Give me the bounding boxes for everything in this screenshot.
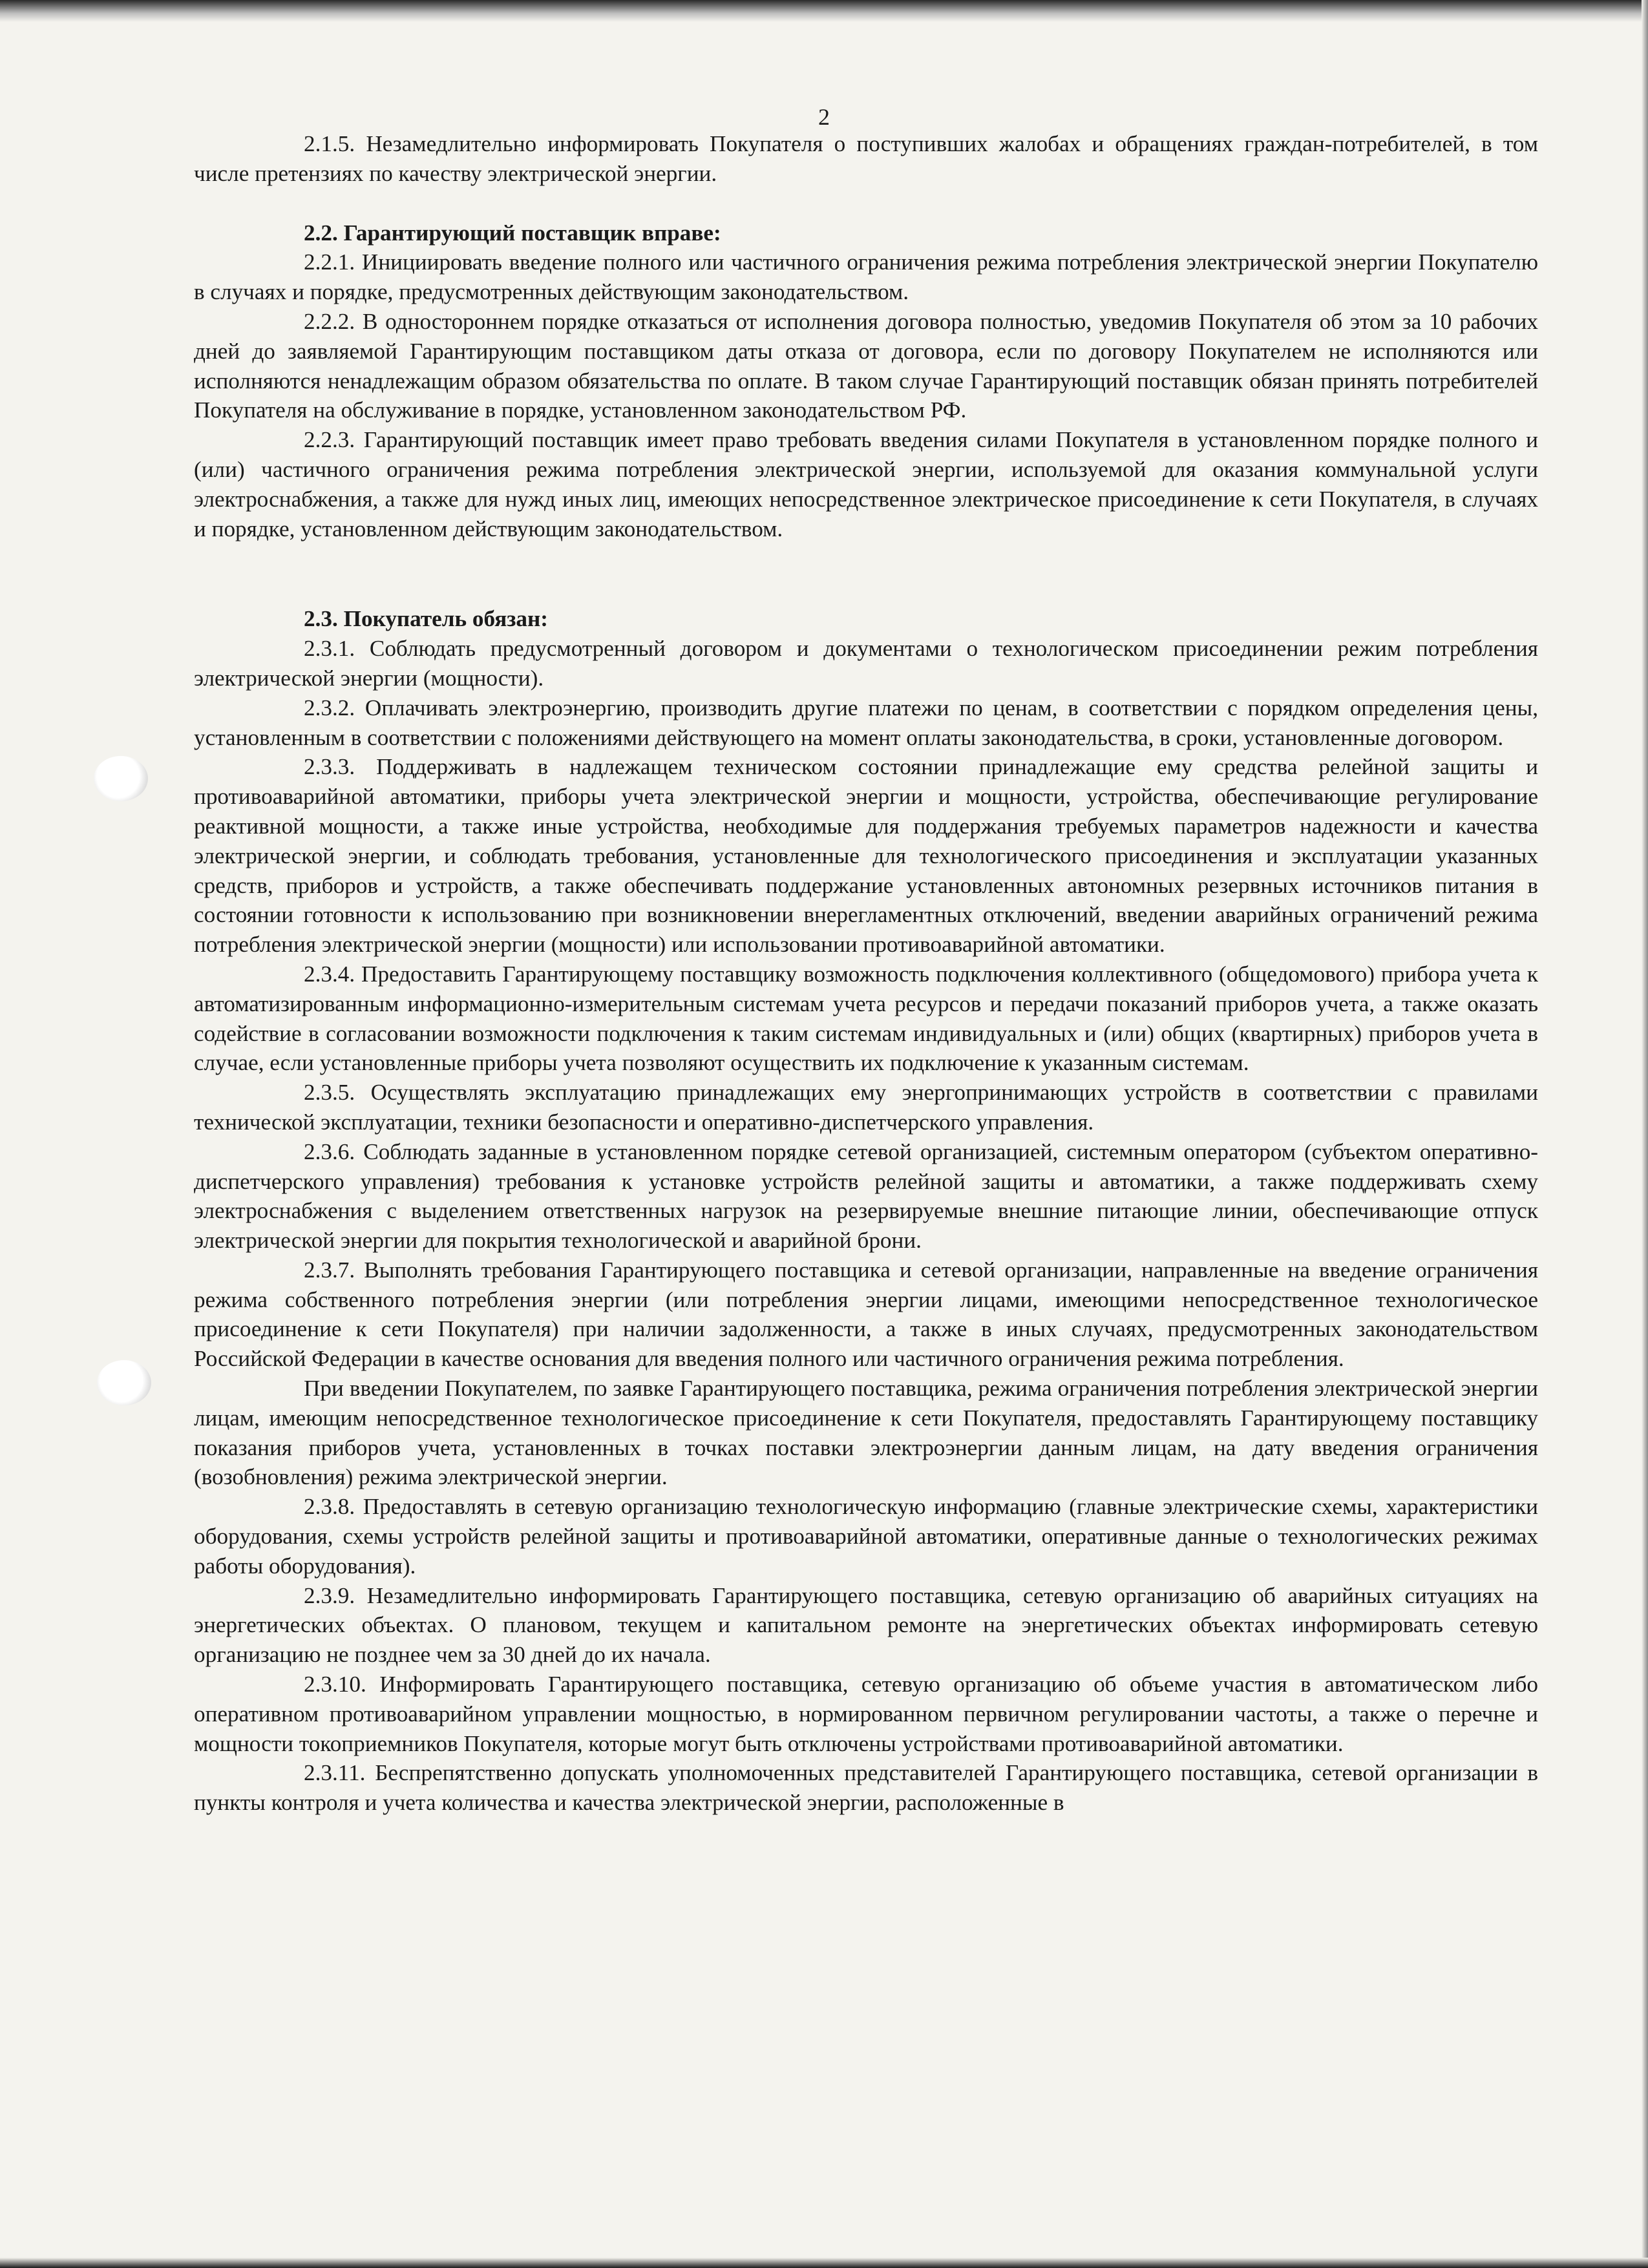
clause-2-3-8: 2.3.8. Предоставлять в сетевую организацию технологическую информацию (главные электрические схемы, характеристики оборудования, схемы устройств релейной защиты и противоаварийной автоматики, оперативные данные о технологических режимах работы оборудования).	[194, 1494, 1538, 1579]
clause-2-3-7-paragraph: При введении Покупателем, по заявке Гарантирующего поставщика, режима ограничения потребления электрической энергии лицам, имеющим непосредственное технологическое присоединение к сети Покупателя, предоставлять Гарантирующему поставщику показания приборов учета, установленных в точках поставки электроэнергии данным лицам, на дату введения ограничения (возобновления) режима электрической энергии.	[194, 1376, 1538, 1490]
punch-hole-top	[94, 756, 148, 801]
clause-2-2-1: 2.2.1. Инициировать введение полного или частичного ограничения режима потребления электрической энергии Покупателю в случаях и порядке, предусмотренных действующим законодательством.	[194, 249, 1538, 305]
clause-2-3-1: 2.3.1. Соблюдать предусмотренный договором и документами о технологическом присоединении режим потребления электрической энергии (мощности).	[194, 636, 1538, 691]
clause-2-3-2: 2.3.2. Оплачивать электроэнергию, производить другие платежи по ценам, в соответствии с порядком определения цены, установленным в соответствии с положениями действующего на момент оплаты законодательства, в сроки, установленные договором.	[194, 695, 1538, 750]
clause-2-3-7: 2.3.7. Выполнять требования Гарантирующего поставщика и сетевой организации, направленные на введение ограничения режима собственного потребления энергии (или потребления энергии лицами, имеющими непосредственное технологическое присоединение к сети Покупателя) при наличии задолженности, а также в иных случаях, предусмотренных законодательством Российской Федерации в качестве основания для введения полного или частичного ограничения режима потребления.	[194, 1257, 1538, 1372]
scan-edge-top	[0, 0, 1648, 22]
scan-edge-right	[1642, 0, 1648, 2268]
clause-2-3-10: 2.3.10. Информировать Гарантирующего поставщика, сетевую организацию об объеме участия в автоматическом либо оперативном противоаварийном управлении мощностью, в нормированном первичном регулировании частоты, а также о перечне и мощности токоприемников Покупателя, которые могут быть отключены устройствами противоаварийной автоматики.	[194, 1672, 1538, 1756]
clause-2-3-6: 2.3.6. Соблюдать заданные в установленном порядке сетевой организацией, системным оператором (субъектом оперативно-диспетчерского управления) требования к установке устройств релейной защиты и автоматики, а также поддерживать схему электроснабжения с выделением ответственных нагрузок на резервируемые внешние питающие линии, обеспечивающие отпуск электрической энергии для покрытия технологической и аварийной брони.	[194, 1139, 1538, 1254]
section-heading-2-2: 2.2. Гарантирующий поставщик вправе:	[304, 220, 721, 246]
clause-2-3-9: 2.3.9. Незамедлительно информировать Гарантирующего поставщика, сетевую организацию об аварийных ситуациях на энергетических объектах. О плановом, текущем и капитальном ремонте на энергетических объектах информировать сетевую организацию не позднее чем за 30 дней до их начала.	[194, 1582, 1538, 1668]
clause-2-2-3: 2.2.3. Гарантирующий поставщик имеет право требовать введения силами Покупателя в установленном порядке полного и (или) частичного ограничения режима потребления электрической энергии, используемой для оказания коммунальной услуги электроснабжения, а также для нужд иных лиц, имеющих непосредственное электрическое присоединение к сети Покупателя, в случаях и порядке, установленном действующим законодательством.	[194, 427, 1538, 541]
scan-edge-bottom	[0, 2258, 1648, 2268]
clause-2-3-4: 2.3.4. Предоставить Гарантирующему поставщику возможность подключения коллективного (общедомового) прибора учета к автоматизированным информационно-измерительным системам учета ресурсов и передачи показаний приборов учета, а также оказать содействие в согласовании возможности подключения к таким системам индивидуальных и (или) общих (квартирных) приборов учета в случае, если установленные приборы учета позволяют осуществить их подключение к указанным системам.	[194, 961, 1538, 1076]
clause-2-3-5: 2.3.5. Осуществлять эксплуатацию принадлежащих ему энергопринимающих устройств в соответствии с правилами технической эксплуатации, техники безопасности и оперативно-диспетчерского управления.	[194, 1080, 1538, 1135]
document-body	[194, 129, 1538, 1818]
clause-2-3-3: 2.3.3. Поддерживать в надлежащем техническом состоянии принадлежащие ему средства релейной защиты и противоаварийной автоматики, приборы учета электрической энергии и мощности, устройства, обеспечивающие регулирование реактивной мощности, а также иные устройства, необходимые для поддержания требуемых параметров надежности и качества электрической энергии, и соблюдать требования, установленные для технологического присоединения и эксплуатации указанных средств, приборов и устройств, а также обеспечивать поддержание установленных автономных резервных источников питания в состоянии готовности к использованию при возникновении внерегламентных отключений, введении аварийных ограничений режима потребления электрической энергии (мощности) или использовании противоаварийной автоматики.	[194, 754, 1538, 958]
punch-hole-bottom	[97, 1360, 151, 1405]
clause-2-2-2: 2.2.2. В одностороннем порядке отказаться от исполнения договора полностью, уведомив Покупателя об этом за 10 рабочих дней до заявляемой Гарантирующим поставщиком даты отказа от договора, если по договору Покупателем не исполняются или исполняются ненадлежащим образом обязательства по оплате. В таком случае Гарантирующий поставщик обязан принять потребителей Покупателя на обслуживание в порядке, установленном законодательством РФ.	[194, 308, 1538, 423]
clause-2-1-5: 2.1.5. Незамедлительно информировать Покупателя о поступивших жалобах и обращениях граждан-потребителей, в том числе претензиях по качеству электрической энергии.	[194, 131, 1538, 186]
clause-2-3-11: 2.3.11. Беспрепятственно допускать уполномоченных представителей Гарантирующего поставщика, сетевой организации в пункты контроля и учета количества и качества электрической энергии, расположенные в	[194, 1760, 1538, 1816]
section-heading-2-3: 2.3. Покупатель обязан:	[304, 606, 548, 632]
page-number: 2	[818, 104, 830, 130]
